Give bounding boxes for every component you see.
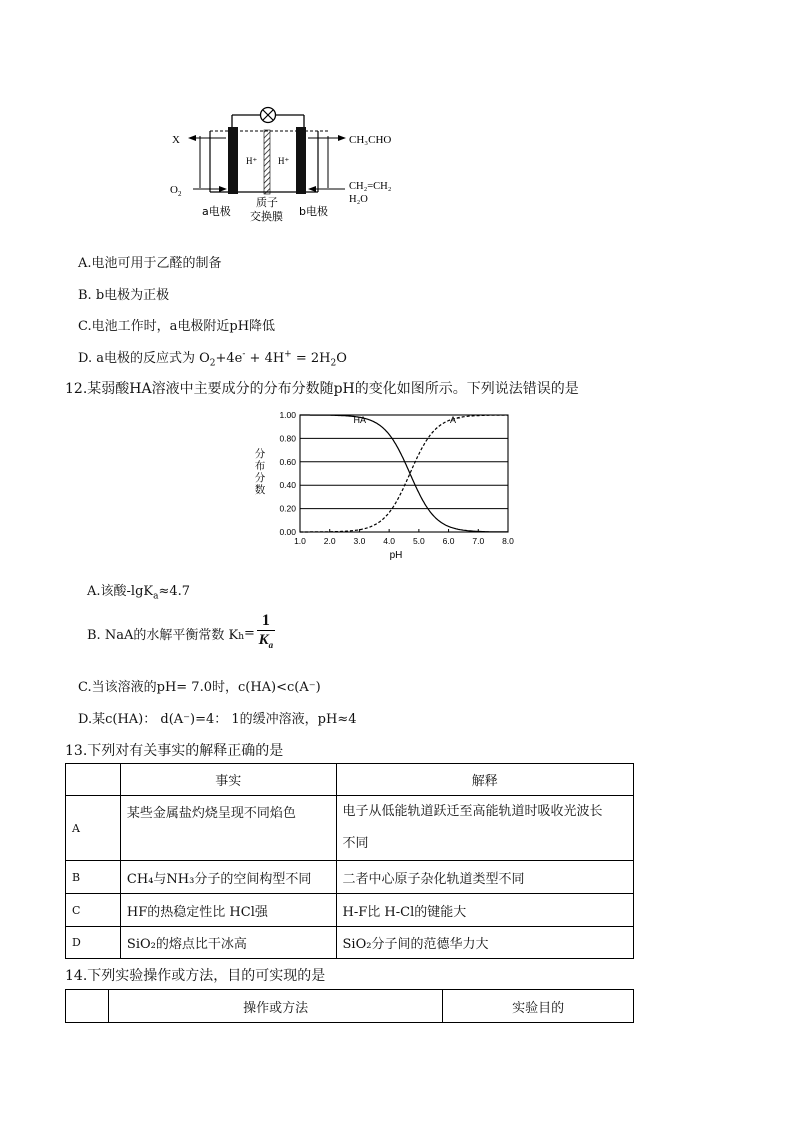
q13-stem: 13.下列对有关事实的解释正确的是 — [65, 743, 284, 759]
q11-option-b: B. b电极为正极 — [78, 288, 170, 303]
x-tick-label: 2.0 — [323, 536, 336, 546]
proton-membrane — [264, 130, 270, 194]
row-fact: CH₄与NH₃分子的空间构型不同 — [120, 861, 336, 894]
q12-option-a: A.该酸-lgK$_a$≈4.7 — [87, 584, 191, 602]
bulb-icon — [261, 108, 276, 123]
table-row — [66, 796, 634, 861]
label-ch3cho: CH₃CHO — [349, 134, 392, 146]
x-tick-label: 1.0 — [294, 536, 306, 546]
table-row — [66, 894, 634, 927]
distribution-chart — [248, 405, 518, 565]
row-fact: 某些金属盐灼烧呈现不同焰色 — [120, 796, 336, 861]
series-line-ha — [300, 415, 508, 532]
q12-option-d: D.某c(HA)： d(A⁻)=4： 1的缓冲溶液，pH≈4 — [78, 712, 357, 727]
header-cell — [66, 764, 121, 796]
table-header-row — [66, 990, 634, 1023]
fraction-numerator: 1 — [261, 612, 270, 629]
explanation-line: 不同 — [342, 836, 369, 851]
header-cell: 操作或方法 — [108, 990, 442, 1023]
header-cell: 解释 — [336, 764, 633, 796]
q14-table — [65, 989, 634, 1023]
y-tick-label: 0.80 — [279, 433, 296, 444]
series-line-a-minus — [300, 415, 508, 532]
q12-option-b: B. NaA的水解平衡常数 K $_h$ = 1 $K_a$ — [87, 612, 275, 654]
x-tick-label: 5.0 — [412, 536, 425, 546]
y-tick-label: 1.00 — [279, 410, 296, 420]
y-tick-label: 0.20 — [279, 503, 296, 514]
table-row — [66, 927, 634, 959]
arrow-x-out — [188, 135, 226, 141]
x-tick-label: 6.0 — [442, 536, 455, 546]
q11-option-d: D. a电极的反应式为 $O_2+4e^- + 4H^+ = 2H_2O$ — [78, 349, 347, 369]
row-explanation: H-F比 H-Cl的键能大 — [336, 894, 633, 927]
label-b-electrode: b电极 — [299, 205, 328, 218]
y-axis-label-char: 分 — [254, 472, 266, 484]
label-water: H₂O — [349, 194, 368, 205]
y-axis-label-char: 数 — [254, 484, 266, 496]
label-h-plus-right: H⁺ — [278, 156, 290, 166]
row-label: C — [66, 894, 121, 927]
y-tick-label: 0.00 — [279, 527, 296, 537]
label-h-plus-left: H⁺ — [246, 156, 258, 166]
table-row — [66, 861, 634, 894]
y-axis-label-char: 分 — [254, 448, 266, 460]
label-x: X — [172, 134, 180, 146]
y-tick-label: 0.40 — [279, 480, 296, 491]
row-explanation — [336, 796, 633, 861]
label-ethylene: CH₂=CH₂ — [349, 181, 392, 192]
fuel-cell-diagram — [160, 100, 420, 225]
label-a-electrode: a电极 — [202, 205, 231, 218]
plot-frame — [300, 415, 508, 532]
table-header-row — [66, 764, 634, 796]
q12-option-c: C.当该溶液的pH= 7.0时，c(HA)<c(A⁻) — [78, 680, 321, 695]
electrode-b — [296, 127, 306, 194]
row-label: B — [66, 861, 121, 894]
q14-stem: 14.下列实验操作或方法，目的可实现的是 — [65, 968, 326, 984]
q12-stem: 12.某弱酸HA溶液中主要成分的分布分数随pH的变化如图所示。下列说法错误的是 — [65, 381, 579, 397]
row-explanation: 二者中心原子杂化轨道类型不同 — [336, 861, 633, 894]
arrow-ch3cho-out — [308, 135, 346, 141]
header-cell: 实验目的 — [443, 990, 634, 1023]
series-label-ha: HA — [353, 415, 367, 426]
label-o2: $O_2$ — [170, 184, 182, 198]
electrode-a — [228, 127, 238, 194]
q13-table — [65, 763, 634, 959]
row-fact: HF的热稳定性比 HCl强 — [120, 894, 336, 927]
fraction — [257, 612, 275, 654]
q11-option-c: C.电池工作时，a电极附近pH降低 — [78, 319, 276, 334]
row-label: D — [66, 927, 121, 959]
row-explanation: SiO₂分子间的范德华力大 — [336, 927, 633, 959]
header-cell — [66, 990, 109, 1023]
x-tick-label: 7.0 — [472, 536, 485, 546]
x-axis-label: pH — [389, 550, 403, 561]
fraction-denominator: $K_a$ — [258, 632, 274, 650]
arrow-ethylene-in — [308, 186, 345, 192]
explanation-line: 电子从低能轨道跃迁至高能轨道时吸收光波长 — [342, 804, 603, 819]
label-membrane-1: 质子 — [256, 196, 278, 209]
row-fact: SiO₂的熔点比干冰高 — [120, 927, 336, 959]
x-tick-label: 8.0 — [502, 536, 514, 546]
q11-option-a: A.电池可用于乙醛的制备 — [78, 256, 222, 271]
series-label-a-minus: A⁻ — [450, 415, 461, 426]
header-cell: 事实 — [120, 764, 336, 796]
label-membrane-2: 交换膜 — [250, 210, 283, 223]
y-tick-label: 0.60 — [279, 456, 296, 467]
row-label: A — [66, 796, 121, 861]
y-axis-label-char: 布 — [254, 460, 266, 472]
x-tick-label: 3.0 — [353, 536, 366, 546]
x-tick-label: 4.0 — [383, 536, 396, 546]
